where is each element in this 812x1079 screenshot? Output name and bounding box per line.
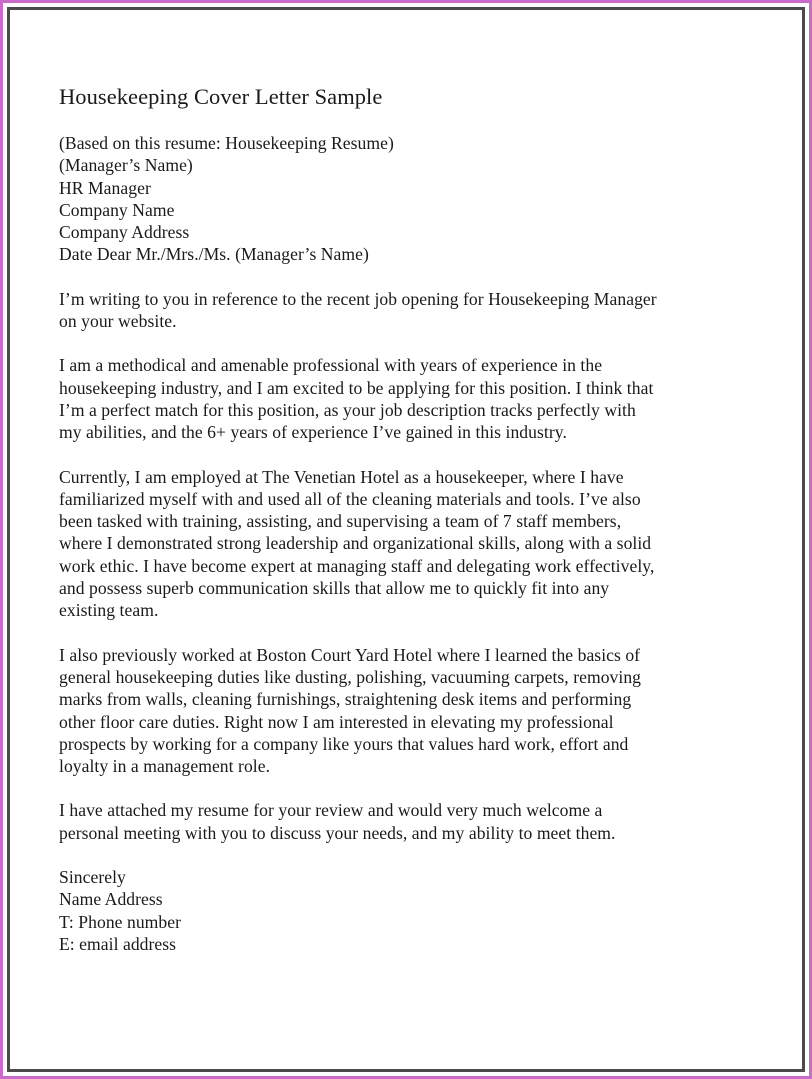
closing-line: Sincerely	[59, 867, 126, 888]
text-line: on your website.	[59, 311, 177, 332]
paragraph-current-job	[59, 466, 749, 622]
address-line: (Manager’s Name)	[59, 155, 193, 176]
text-line: and possess superb communication skills that allow me to quickly fit into any	[59, 578, 610, 599]
closing-block	[59, 866, 749, 955]
cover-letter-page	[59, 82, 749, 955]
address-line: Date Dear Mr./Mrs./Ms. (Manager’s Name)	[59, 244, 369, 265]
closing-line: T: Phone number	[59, 911, 182, 932]
closing-line: E: email address	[59, 933, 177, 954]
text-line: prospects by working for a company like yours that values hard work, effort and	[59, 733, 629, 754]
paragraph-experience	[59, 354, 749, 443]
text-line: I’m writing to you in reference to the recent job opening for Housekeeping Manager	[59, 288, 657, 309]
text-line: work ethic. I have become expert at managing staff and delegating work effectively,	[59, 555, 655, 576]
address-line: (Based on this resume: Housekeeping Resume)	[59, 133, 394, 153]
paragraph-attachment	[59, 799, 749, 844]
text-line: marks from walls, cleaning furnishings, straightening desk items and performing	[59, 689, 632, 710]
address-line: Company Name	[59, 199, 175, 220]
text-line: my abilities, and the 6+ years of experience I’ve gained in this industry.	[59, 422, 567, 443]
text-line: general housekeeping duties like dusting, polishing, vacuuming carpets, removing	[59, 666, 642, 687]
text-line: Currently, I am employed at The Venetian Hotel as a housekeeper, where I have	[59, 466, 624, 487]
text-line: where I demonstrated strong leadership and organizational skills, along with a solid	[59, 533, 652, 554]
paragraph-intro	[59, 288, 749, 333]
page-title: Housekeeping Cover Letter Sample	[59, 84, 383, 109]
text-line: I also previously worked at Boston Court Yard Hotel where I learned the basics of	[59, 644, 641, 665]
text-line: familiarized myself with and used all of the cleaning materials and tools. I’ve also	[59, 488, 641, 509]
address-block	[59, 132, 749, 266]
text-line: I have attached my resume for your review and would very much welcome a	[59, 800, 603, 821]
text-line: I’m a perfect match for this position, as your job description tracks perfectly with	[59, 399, 636, 420]
paragraph-previous-job	[59, 644, 749, 778]
text-line: existing team.	[59, 600, 159, 621]
text-line: personal meeting with you to discuss your needs, and my ability to meet them.	[59, 822, 616, 843]
text-line: loyalty in a management role.	[59, 756, 271, 777]
address-line: Company Address	[59, 222, 190, 243]
text-line: I am a methodical and amenable professional with years of experience in the	[59, 355, 603, 376]
text-line: been tasked with training, assisting, and supervising a team of 7 staff members,	[59, 511, 622, 532]
text-line: other floor care duties. Right now I am interested in elevating my professional	[59, 711, 614, 732]
text-line: housekeeping industry, and I am excited to be applying for this position. I think that	[59, 377, 654, 398]
address-line: HR Manager	[59, 177, 151, 198]
closing-line: Name Address	[59, 889, 163, 910]
